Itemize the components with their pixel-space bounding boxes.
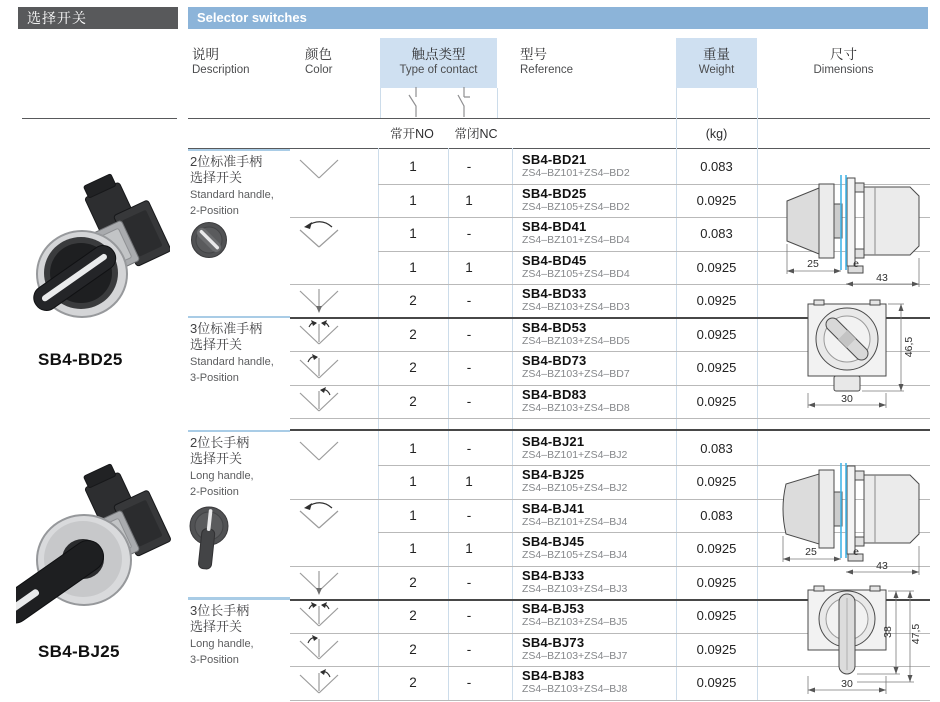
product-photo-sb4-bj25 (16, 448, 172, 640)
nc-count: - (466, 608, 472, 623)
dim-label-43: 43 (876, 560, 888, 572)
reference-combo: ZS4–BZ103+ZS4–BD8 (522, 401, 630, 414)
nc-count: - (466, 440, 472, 456)
reference-code: SB4-BD21 (522, 152, 587, 167)
dim-label-e: e (853, 546, 859, 558)
weight-value: 0.0925 (696, 259, 737, 275)
no-contact-icon (404, 86, 428, 118)
dim-label-25: 25 (807, 258, 819, 270)
page-title-en: Selector switches (188, 7, 928, 29)
reference-combo: ZS4–BZ103+ZS4–BJ7 (522, 649, 628, 662)
reference-cell (522, 353, 630, 381)
reference-combo: ZS4–BZ105+ZS4–BD2 (522, 200, 630, 213)
no-count: 1 (409, 440, 417, 456)
nc-subheader: 常闭NC (454, 127, 498, 141)
weight-value: 0.0925 (696, 574, 737, 590)
weight-value: 0.0925 (696, 393, 737, 409)
reference-code: SB4-BJ73 (522, 634, 585, 650)
column-header-reference: 型号 Reference (520, 47, 574, 76)
weight-value: 0.083 (700, 440, 733, 456)
reference-code: SB4-BJ21 (522, 433, 585, 449)
reference-combo: ZS4–BZ103+ZS4–BJ3 (522, 582, 628, 595)
weight-value: 0.0925 (696, 474, 737, 489)
reference-combo: ZS4–BZ103+ZS4–BJ5 (522, 616, 628, 628)
reference-cell (522, 434, 627, 462)
reference-combo: ZS4–BZ105+ZS4–BJ2 (522, 482, 628, 494)
no-count: 2 (409, 675, 417, 690)
no-count: 1 (409, 474, 417, 489)
no-count: 2 (409, 293, 417, 308)
reference-cell (522, 219, 630, 247)
product-photo-sb4-bd25 (20, 158, 170, 346)
nc-count: 1 (465, 474, 473, 489)
nc-count: - (466, 226, 472, 241)
weight-unit: (kg) (705, 127, 728, 141)
description-standard-2pos: 2位标准手柄 选择开关 Standard handle, 2-Position (190, 154, 274, 217)
reference-cell (522, 253, 630, 281)
reference-combo: ZS4–BZ103+ZS4–BD5 (522, 334, 630, 347)
nc-count: - (466, 641, 472, 657)
no-count: 1 (409, 507, 417, 523)
reference-code: SB4-BD83 (522, 386, 587, 402)
reference-cell (522, 534, 627, 562)
weight-value: 0.0925 (696, 608, 737, 623)
reference-code: SB4-BD41 (522, 219, 587, 234)
weight-value: 0.083 (700, 507, 733, 523)
reference-combo: ZS4–BZ101+ZS4–BJ4 (522, 515, 628, 528)
column-header-contact: 触点类型 Type of contact (399, 47, 478, 76)
dim-label-465: 46,5 (903, 336, 915, 358)
nc-count: - (466, 360, 472, 375)
reference-cell (522, 320, 630, 348)
no-count: 2 (409, 326, 417, 342)
reference-code: SB4-BJ33 (522, 567, 585, 583)
dimension-drawing-bd-side (778, 170, 930, 294)
reference-code: SB4-BD45 (522, 252, 587, 268)
reference-code: SB4-BD73 (522, 353, 587, 368)
reference-code: SB4-BD25 (522, 185, 587, 201)
reference-code: SB4-BD33 (522, 286, 587, 301)
nc-count: - (466, 326, 472, 342)
reference-cell (522, 635, 627, 663)
nc-count: - (466, 574, 472, 590)
dimension-drawing-bj-side (778, 458, 930, 582)
reference-combo: ZS4–BZ103+ZS4–BD7 (522, 368, 630, 380)
no-count: 2 (409, 360, 417, 375)
reference-cell (522, 568, 627, 596)
no-count: 2 (409, 574, 417, 590)
reference-cell (522, 601, 627, 629)
reference-code: SB4-BJ41 (522, 500, 585, 516)
no-count: 1 (409, 259, 417, 275)
reference-code: SB4-BJ45 (522, 534, 585, 549)
weight-value: 0.0925 (696, 192, 737, 208)
reference-cell (522, 668, 627, 696)
reference-cell (522, 152, 630, 180)
group-line (290, 429, 930, 431)
weight-value: 0.083 (700, 226, 733, 241)
product-label-bj25: SB4-BJ25 (38, 642, 120, 661)
description-standard-3pos: 3位标准手柄 选择开关 Standard handle, 3-Position (190, 321, 274, 384)
left-rule (22, 118, 177, 120)
column-header-weight: 重量 Weight (698, 47, 735, 76)
no-count: 1 (409, 192, 417, 208)
reference-cell (522, 387, 630, 415)
reference-cell (522, 186, 630, 214)
reference-combo: ZS4–BZ101+ZS4–BD4 (522, 234, 630, 246)
page-title-cn: 选择开关 (18, 7, 178, 29)
dim-label-30: 30 (841, 393, 853, 405)
weight-value: 0.083 (700, 159, 733, 174)
dimension-drawing-bj-front (784, 582, 924, 702)
column-header-description: 说明 Description (192, 47, 250, 76)
no-count: 1 (409, 226, 417, 241)
dim-label-e: e (853, 258, 859, 270)
no-subheader: 常开NO (390, 127, 434, 141)
nc-count: - (466, 293, 472, 308)
header-rule (188, 118, 930, 120)
reference-combo: ZS4–BZ105+ZS4–BJ4 (522, 549, 628, 561)
nc-contact-icon (452, 86, 476, 118)
nc-count: - (466, 393, 472, 409)
weight-value: 0.0925 (696, 641, 737, 657)
reference-code: SB4-BD53 (522, 319, 587, 335)
nc-count: 1 (465, 192, 473, 208)
reference-combo: ZS4–BZ105+ZS4–BD4 (522, 267, 630, 280)
reference-combo: ZS4–BZ101+ZS4–BJ2 (522, 448, 628, 461)
column-header-dimensions: 尺寸 Dimensions (813, 47, 874, 76)
weight-value: 0.0925 (696, 326, 737, 342)
weight-value: 0.0925 (696, 293, 737, 308)
dim-label-475: 47,5 (910, 623, 922, 645)
no-count: 2 (409, 393, 417, 409)
reference-code: SB4-BJ53 (522, 601, 585, 616)
no-count: 2 (409, 641, 417, 657)
subheader-rule (188, 148, 930, 150)
reference-code: SB4-BJ25 (522, 467, 585, 482)
no-count: 2 (409, 608, 417, 623)
nc-count: 1 (465, 259, 473, 275)
no-count: 1 (409, 541, 417, 556)
reference-combo: ZS4–BZ103+ZS4–BJ8 (522, 683, 628, 695)
nc-count: 1 (465, 541, 473, 556)
reference-cell (522, 286, 630, 314)
reference-cell (522, 501, 627, 529)
dimension-drawing-bd-front (784, 296, 924, 418)
description-long-2pos: 2位长手柄 选择开关 Long handle, 2-Position (190, 435, 254, 498)
reference-code: SB4-BJ83 (522, 668, 585, 683)
reference-combo: ZS4–BZ101+ZS4–BD2 (522, 167, 630, 179)
weight-value: 0.0925 (696, 541, 737, 556)
weight-value: 0.0925 (696, 360, 737, 375)
reference-cell (522, 467, 627, 495)
grid-vline (497, 88, 498, 118)
dim-label-30: 30 (841, 678, 853, 690)
grid-vline (380, 88, 381, 118)
no-count: 1 (409, 159, 417, 174)
row-line (290, 418, 930, 419)
nc-count: - (466, 675, 472, 690)
nc-count: - (466, 507, 472, 523)
weight-value: 0.0925 (696, 675, 737, 690)
dim-label-38: 38 (882, 626, 894, 638)
dim-label-43: 43 (876, 272, 888, 284)
nc-count: - (466, 159, 472, 174)
description-long-3pos: 3位长手柄 选择开关 Long handle, 3-Position (190, 602, 254, 666)
dim-label-25: 25 (805, 546, 817, 558)
product-label-bd25: SB4-BD25 (38, 350, 123, 369)
column-header-color: 颜色 Color (305, 47, 333, 76)
reference-combo: ZS4–BZ103+ZS4–BD3 (522, 301, 630, 313)
